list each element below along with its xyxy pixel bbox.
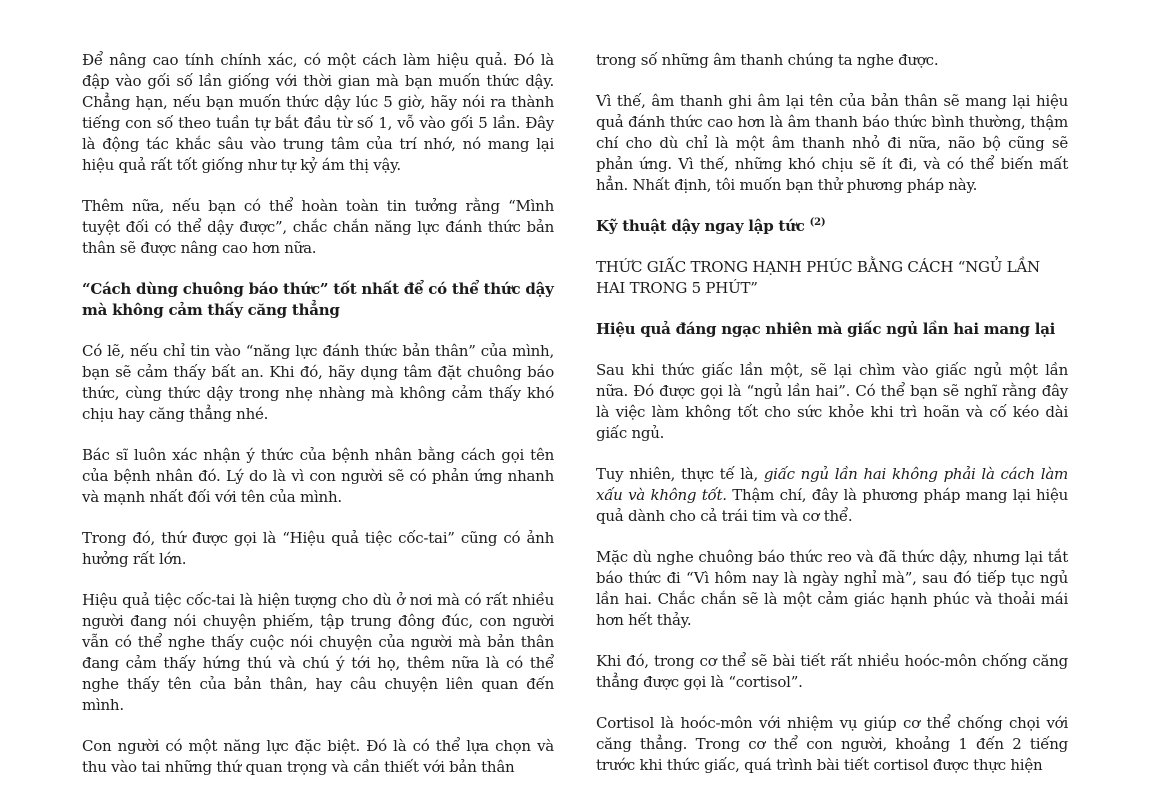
section-heading — [596, 216, 1068, 237]
section-heading: “Cách dùng chuông báo thức” tốt nhất để có thể thức dậy mà không cảm thấy căng thẳng — [82, 280, 554, 319]
chapter-subtitle: THỨC GIẤC TRONG HẠNH PHÚC BẰNG CÁCH “NGỦ LẦN HAI TRONG 5 PHÚT” — [596, 258, 1040, 297]
left-column — [82, 50, 554, 798]
paragraph: Thêm nữa, nếu bạn có thể hoàn toàn tin tưởng rằng “Mình tuyệt đối có thể dậy được”, chắc chắn năng lực đánh thức bản thân sẽ được nâng cao hơn nữa. — [82, 197, 554, 257]
paragraph: trong số những âm thanh chúng ta nghe được. — [596, 51, 939, 69]
paragraph: Cortisol là hoóc-môn với nhiệm vụ giúp cơ thể chống chọi với căng thẳng. Trong cơ thể con người, khoảng 1 đến 2 tiếng trước khi thức giấc, quá trình bài tiết cortisol được thực hiện — [596, 714, 1068, 774]
paragraph: Sau khi thức giấc lần một, sẽ lại chìm vào giấc ngủ một lần nữa. Đó được gọi là “ngủ lần hai”. Có thể bạn sẽ nghĩ rằng đây là việc làm không tốt cho sức khỏe khi trì hoãn và cố kéo dài giấc ngủ. — [596, 361, 1068, 442]
footnote-marker: (2) — [809, 217, 826, 228]
paragraph: Để nâng cao tính chính xác, có một cách làm hiệu quả. Đó là đập vào gối số lần giống với thời gian mà bạn muốn thức dậy. Chẳng hạn, nếu bạn muốn thức dậy lúc 5 giờ, hãy nói ra thành tiếng con số theo tuần tự bắt đầu từ số 1, vỗ vào gối 5 lần. Đây là động tác khắc sâu vào trung tâm của trí nhớ, nó mang lại hiệu quả rất tốt giống như tự kỷ ám thị vậy. — [82, 51, 554, 174]
paragraph: Hiệu quả tiệc cốc-tai là hiện tượng cho dù ở nơi mà có rất nhiều người đang nói chuyện phiếm, tập trung đông đúc, con người vẫn có thể nghe thấy cuộc nói chuyện của người mà bản thân đang cảm thấy hứng thú và chú ý tới họ, thêm nữa là có thể nghe thấy tên của bản thân, hay câu chuyện liên quan đến mình. — [82, 591, 554, 714]
paragraph: Khi đó, trong cơ thể sẽ bài tiết rất nhiều hoóc-môn chống căng thẳng được gọi là “cortisol”. — [596, 652, 1068, 691]
paragraph: Mặc dù nghe chuông báo thức reo và đã thức dậy, nhưng lại tắt báo thức đi “Vì hôm nay là ngày nghỉ mà”, sau đó tiếp tục ngủ lần hai. Chắc chắn sẽ là một cảm giác hạnh phúc và thoải mái hơn hết thảy. — [596, 548, 1068, 629]
section-heading-text: Kỹ thuật dậy ngay lập tức — [596, 217, 805, 235]
paragraph-text: Tuy nhiên, thực tế là, — [596, 465, 764, 483]
paragraph-text: Thậm chí, đây là phương pháp mang lại hiệu quả dành cho cả trái tim và cơ thể. — [596, 486, 1068, 525]
paragraph: Bác sĩ luôn xác nhận ý thức của bệnh nhân bằng cách gọi tên của bệnh nhân đó. Lý do là vì con người sẽ có phản ứng nhanh và mạnh nhất đối với tên của mình. — [82, 446, 554, 506]
right-column — [596, 50, 1068, 796]
paragraph: Con người có một năng lực đặc biệt. Đó là có thể lựa chọn và thu vào tai những thứ quan trọng và cần thiết với bản thân — [82, 737, 554, 776]
section-heading: Hiệu quả đáng ngạc nhiên mà giấc ngủ lần hai mang lại — [596, 320, 1056, 338]
paragraph: Trong đó, thứ được gọi là “Hiệu quả tiệc cốc-tai” cũng có ảnh hưởng rất lớn. — [82, 529, 554, 568]
paragraph — [596, 464, 1068, 527]
paragraph: Có lẽ, nếu chỉ tin vào “năng lực đánh thức bản thân” của mình, bạn sẽ cảm thấy bất an. Khi đó, hãy dụng tâm đặt chuông báo thức, cùng thức dậy trong nhẹ nhàng mà không cảm thấy khó chịu hay căng thẳng nhé. — [82, 342, 554, 423]
paragraph: Vì thế, âm thanh ghi âm lại tên của bản thân sẽ mang lại hiệu quả đánh thức cao hơn là âm thanh báo thức bình thường, thậm chí cho dù chỉ là một âm thanh nhỏ đi nữa, não bộ cũng sẽ phản ứng. Vì thế, những khó chịu sẽ ít đi, và có thể biến mất hẳn. Nhất định, tôi muốn bạn thử phương pháp này. — [596, 92, 1068, 194]
emphasis-text: giấc ngủ lần hai không phải là cách làm xấu và không tốt. — [596, 465, 1068, 504]
